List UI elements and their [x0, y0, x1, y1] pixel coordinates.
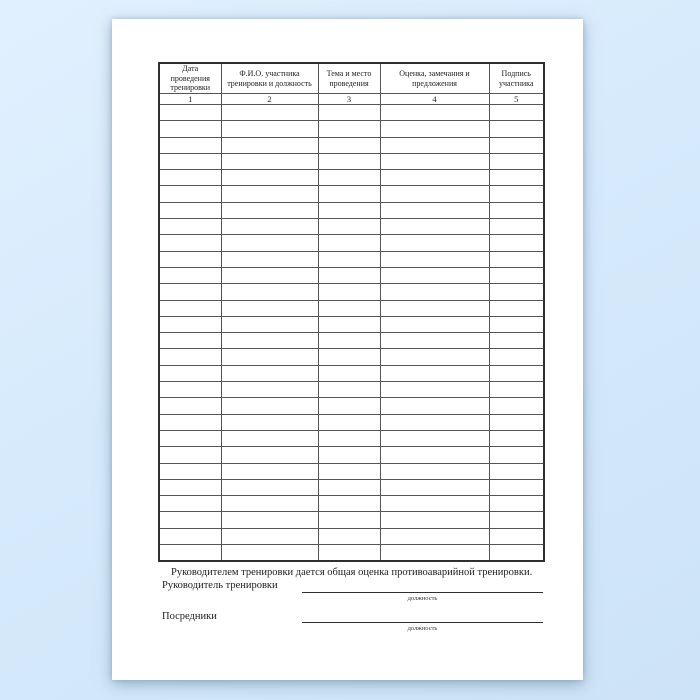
- empty-cell: [380, 121, 489, 137]
- empty-table-row: [159, 316, 544, 332]
- empty-cell: [489, 349, 544, 365]
- empty-cell: [318, 121, 380, 137]
- empty-cell: [159, 153, 221, 169]
- empty-cell: [489, 479, 544, 495]
- empty-table-row: [159, 219, 544, 235]
- col-header-topic-place: Тема и место проведения: [318, 63, 380, 94]
- empty-cell: [221, 398, 318, 414]
- empty-cell: [221, 463, 318, 479]
- empty-cell: [318, 251, 380, 267]
- empty-cell: [318, 316, 380, 332]
- empty-cell: [318, 267, 380, 283]
- empty-cell: [380, 186, 489, 202]
- empty-table-row: [159, 414, 544, 430]
- table-body: [159, 105, 544, 562]
- empty-table-row: [159, 479, 544, 495]
- empty-cell: [380, 447, 489, 463]
- empty-cell: [380, 170, 489, 186]
- col-header-training-date: Дата проведения тренировки: [159, 63, 221, 94]
- empty-cell: [380, 267, 489, 283]
- empty-cell: [489, 528, 544, 544]
- empty-cell: [159, 202, 221, 218]
- empty-cell: [221, 219, 318, 235]
- empty-cell: [318, 105, 380, 121]
- empty-cell: [159, 447, 221, 463]
- empty-cell: [221, 186, 318, 202]
- empty-cell: [380, 349, 489, 365]
- empty-cell: [318, 365, 380, 381]
- empty-cell: [489, 251, 544, 267]
- empty-cell: [318, 235, 380, 251]
- empty-table-row: [159, 463, 544, 479]
- empty-cell: [380, 316, 489, 332]
- empty-table-row: [159, 349, 544, 365]
- empty-cell: [159, 496, 221, 512]
- empty-cell: [221, 121, 318, 137]
- empty-cell: [489, 398, 544, 414]
- empty-cell: [221, 479, 318, 495]
- empty-cell: [159, 284, 221, 300]
- column-number: 5: [489, 94, 544, 105]
- empty-cell: [489, 463, 544, 479]
- empty-cell: [380, 219, 489, 235]
- empty-cell: [380, 382, 489, 398]
- empty-table-row: [159, 512, 544, 528]
- empty-cell: [318, 545, 380, 562]
- empty-cell: [489, 219, 544, 235]
- empty-table-row: [159, 186, 544, 202]
- empty-cell: [221, 105, 318, 121]
- empty-cell: [380, 414, 489, 430]
- empty-cell: [380, 398, 489, 414]
- column-number: 3: [318, 94, 380, 105]
- empty-cell: [380, 463, 489, 479]
- empty-cell: [159, 137, 221, 153]
- empty-cell: [221, 316, 318, 332]
- empty-cell: [318, 479, 380, 495]
- empty-cell: [489, 333, 544, 349]
- empty-table-row: [159, 235, 544, 251]
- signature-caption-mediators: должность: [407, 625, 438, 632]
- col-header-participant-name: Ф.И.О. участника тренировки и должность: [221, 63, 318, 94]
- empty-cell: [221, 235, 318, 251]
- empty-cell: [318, 496, 380, 512]
- empty-table-row: [159, 528, 544, 544]
- empty-table-row: [159, 398, 544, 414]
- empty-cell: [380, 512, 489, 528]
- empty-table-row: [159, 202, 544, 218]
- empty-cell: [489, 430, 544, 446]
- empty-cell: [380, 430, 489, 446]
- empty-table-row: [159, 105, 544, 121]
- column-number: 2: [221, 94, 318, 105]
- empty-cell: [318, 137, 380, 153]
- empty-cell: [221, 153, 318, 169]
- empty-table-row: [159, 430, 544, 446]
- empty-cell: [159, 105, 221, 121]
- table-header-row: [159, 63, 544, 94]
- empty-table-row: [159, 496, 544, 512]
- empty-cell: [159, 267, 221, 283]
- empty-table-row: [159, 153, 544, 169]
- empty-cell: [318, 512, 380, 528]
- empty-cell: [159, 170, 221, 186]
- empty-table-row: [159, 545, 544, 562]
- empty-cell: [380, 528, 489, 544]
- empty-table-row: [159, 170, 544, 186]
- empty-cell: [318, 463, 380, 479]
- column-number-row: [159, 94, 544, 105]
- empty-cell: [318, 528, 380, 544]
- empty-cell: [489, 202, 544, 218]
- empty-cell: [221, 170, 318, 186]
- empty-cell: [318, 186, 380, 202]
- empty-cell: [159, 382, 221, 398]
- empty-cell: [380, 284, 489, 300]
- empty-cell: [159, 512, 221, 528]
- empty-table-row: [159, 333, 544, 349]
- empty-cell: [159, 430, 221, 446]
- empty-cell: [221, 382, 318, 398]
- training-log-table: [158, 62, 545, 562]
- empty-cell: [489, 105, 544, 121]
- empty-cell: [159, 463, 221, 479]
- empty-cell: [380, 153, 489, 169]
- empty-cell: [318, 202, 380, 218]
- empty-cell: [221, 545, 318, 562]
- empty-cell: [489, 284, 544, 300]
- empty-cell: [318, 300, 380, 316]
- column-number: 4: [380, 94, 489, 105]
- empty-cell: [489, 137, 544, 153]
- column-number: 1: [159, 94, 221, 105]
- empty-cell: [318, 170, 380, 186]
- empty-table-row: [159, 365, 544, 381]
- empty-cell: [380, 235, 489, 251]
- empty-cell: [159, 300, 221, 316]
- empty-cell: [318, 382, 380, 398]
- empty-cell: [159, 545, 221, 562]
- signature-label-mediators: Посредники: [162, 611, 217, 622]
- empty-cell: [489, 121, 544, 137]
- empty-table-row: [159, 447, 544, 463]
- col-header-evaluation: Оценка, замечания и предложения: [380, 63, 489, 94]
- empty-cell: [221, 430, 318, 446]
- empty-table-row: [159, 267, 544, 283]
- empty-cell: [380, 496, 489, 512]
- empty-cell: [489, 267, 544, 283]
- empty-cell: [318, 284, 380, 300]
- empty-cell: [489, 235, 544, 251]
- empty-cell: [380, 545, 489, 562]
- empty-cell: [489, 512, 544, 528]
- empty-cell: [221, 414, 318, 430]
- empty-cell: [159, 121, 221, 137]
- empty-cell: [159, 251, 221, 267]
- empty-cell: [380, 202, 489, 218]
- signature-label-training-leader: Руководитель тренировки: [162, 580, 278, 591]
- signature-caption-training-leader: должность: [407, 595, 438, 602]
- empty-cell: [489, 414, 544, 430]
- empty-cell: [221, 512, 318, 528]
- empty-cell: [489, 545, 544, 562]
- empty-cell: [221, 267, 318, 283]
- empty-cell: [489, 365, 544, 381]
- empty-cell: [159, 528, 221, 544]
- empty-cell: [318, 349, 380, 365]
- col-header-signature: Подпись участника: [489, 63, 544, 94]
- empty-cell: [489, 447, 544, 463]
- empty-cell: [221, 202, 318, 218]
- empty-cell: [318, 398, 380, 414]
- empty-cell: [221, 284, 318, 300]
- empty-cell: [159, 414, 221, 430]
- empty-cell: [489, 153, 544, 169]
- empty-cell: [489, 186, 544, 202]
- empty-cell: [318, 414, 380, 430]
- empty-cell: [380, 251, 489, 267]
- empty-cell: [221, 496, 318, 512]
- empty-cell: [159, 333, 221, 349]
- empty-cell: [159, 479, 221, 495]
- empty-table-row: [159, 382, 544, 398]
- empty-cell: [221, 137, 318, 153]
- document-page: [112, 19, 583, 680]
- empty-table-row: [159, 251, 544, 267]
- empty-cell: [159, 235, 221, 251]
- empty-cell: [380, 333, 489, 349]
- empty-cell: [380, 479, 489, 495]
- empty-cell: [159, 365, 221, 381]
- empty-cell: [159, 219, 221, 235]
- empty-cell: [489, 316, 544, 332]
- note-text: Руководителем тренировки дается общая оценка противоаварийной тренировки.: [171, 567, 533, 578]
- empty-cell: [380, 105, 489, 121]
- empty-cell: [159, 316, 221, 332]
- empty-cell: [221, 251, 318, 267]
- empty-cell: [380, 365, 489, 381]
- empty-table-row: [159, 284, 544, 300]
- empty-cell: [380, 137, 489, 153]
- empty-cell: [489, 382, 544, 398]
- empty-table-row: [159, 121, 544, 137]
- empty-cell: [221, 365, 318, 381]
- empty-cell: [159, 186, 221, 202]
- empty-cell: [221, 333, 318, 349]
- empty-cell: [221, 447, 318, 463]
- empty-cell: [318, 153, 380, 169]
- empty-cell: [318, 219, 380, 235]
- empty-table-row: [159, 137, 544, 153]
- empty-cell: [318, 333, 380, 349]
- empty-cell: [489, 170, 544, 186]
- empty-cell: [221, 528, 318, 544]
- empty-table-row: [159, 300, 544, 316]
- empty-cell: [221, 349, 318, 365]
- empty-cell: [380, 300, 489, 316]
- empty-cell: [318, 447, 380, 463]
- empty-cell: [489, 300, 544, 316]
- signature-line-training-leader: [302, 592, 543, 593]
- empty-cell: [318, 430, 380, 446]
- signature-line-mediators: [302, 622, 543, 623]
- empty-cell: [221, 300, 318, 316]
- empty-cell: [159, 398, 221, 414]
- empty-cell: [489, 496, 544, 512]
- empty-cell: [159, 349, 221, 365]
